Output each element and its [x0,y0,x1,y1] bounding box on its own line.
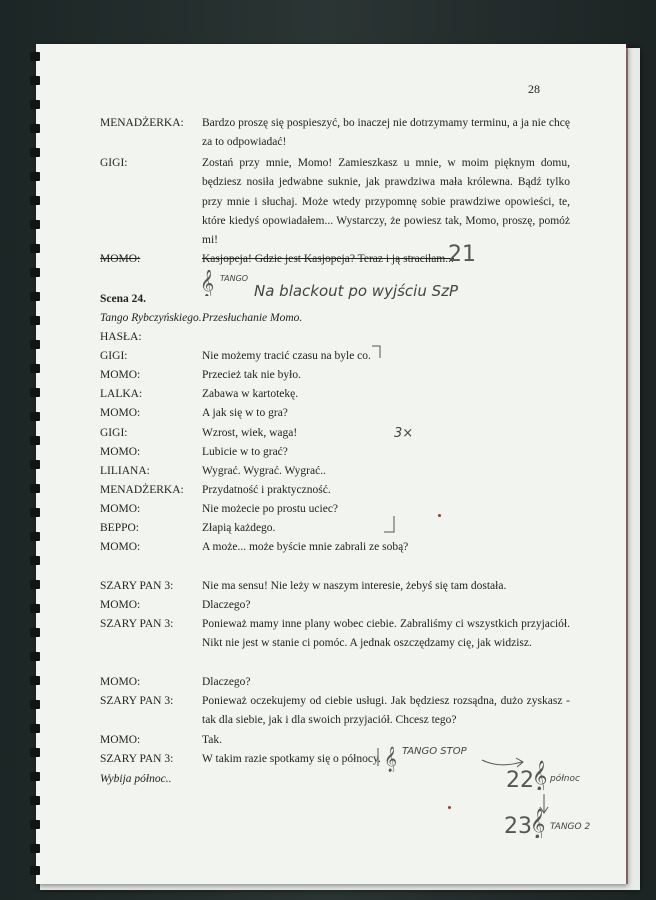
speaker-name: GIGI: [100,157,128,169]
tango-stop-note: TANGO STOP [402,746,467,757]
speaker-name: MOMO: [100,369,141,381]
stage-note: Wybija północ.. [100,773,172,785]
line-text: Tak. [202,734,222,746]
speaker-name: BEPPO: [100,522,139,534]
treble-clef-icon [530,808,550,838]
svg-text:𝄞: 𝄞 [532,761,548,790]
speaker-name: MOMO: [100,676,141,688]
speaker-name: MOMO: [100,407,141,419]
treble-clef-icon [200,270,220,296]
cue-number-23: 23 [504,814,532,839]
line-text: Lubicie w to grać? [202,446,288,458]
treble-clef-icon [374,744,404,772]
treble-clef-icon [532,760,552,790]
scene-title: Scena 24. [100,293,146,305]
speaker-name: GIGI: [100,427,128,439]
speaker-name: MOMO: [100,446,141,458]
line-text: Nie możemy tracić czasu na byle co. [202,350,371,362]
tango-note: TANGO [220,274,249,283]
bracket-mark [370,344,382,360]
speaker-name: MOMO: [100,541,141,553]
line-text: A jak się w to gra? [202,407,288,419]
line-text: Kasjopeja! Gdzie jest Kasjopeja? Teraz i ją straciłam... [202,253,454,265]
speaker-name: MOMO: [100,503,141,515]
speaker-name: MOMO: [100,253,141,265]
line-text: Złapią każdego. [202,522,276,534]
page-number: 28 [528,82,540,96]
line-text: Ponieważ mamy inne plany wobec ciebie. Zabraliśmy ci wszystkich przyjaciół. Nikt nie jest w stanie ci pomóc. A jednak oszczędzamy cię, jak widzisz. [202,618,570,650]
speaker-name: SZARY PAN 3: [100,580,174,592]
line-text: Przydatność i praktyczność. [202,484,331,496]
line-text: Dlaczego? [202,676,251,688]
svg-text:𝄞: 𝄞 [200,270,215,296]
line-text: Zostań przy mnie, Momo! Zamieszkasz u mnie, w moim pięknym domu, będziesz nosiła jedwabne suknie, jak prawdziwa mała królewna. Bądź tylko przy mnie i słuchaj. Może wtedy przypomnę sobie prawdziwe opowieści, te, które kiedyś opowiadałem... Wystarczy, że powiesz tak, Momo, proszę, pomóż mi! [202,157,570,247]
speaker-name: SZARY PAN 3: [100,618,174,630]
line-text: A może... może byście mnie zabrali ze sobą? [202,541,409,553]
scene-setting-right: Przesłuchanie Momo. [202,312,303,324]
bracket-mark [382,514,396,536]
speaker-name: GIGI: [100,350,128,362]
speaker-name: SZARY PAN 3: [100,695,174,707]
svg-text:𝄞: 𝄞 [530,809,546,838]
polnoc-note: północ [550,774,580,784]
line-text: Ponieważ oczekujemy od ciebie usługi. Jak będziesz rozsądna, dużo zyskasz - tak dla siebie, jak i dla swoich przyjaciół. Chcesz tego? [202,695,570,727]
comb-binding [30,44,44,884]
line-text: Przecież tak nie było. [202,369,301,381]
line-text: Nie ma sensu! Nie leży w naszym interesie, żebyś się tam dostała. [202,580,507,592]
speaker-name: MENADŻERKA: [100,484,184,496]
line-text: Wygrać. Wygrać. Wygrać.. [202,465,326,477]
cue-number-21: 21 [448,242,476,267]
speaker-name: LALKA: [100,388,143,400]
ink-dot [438,514,441,517]
speaker-name: HASŁA: [100,331,142,343]
speaker-name: MOMO: [100,734,141,746]
tango-2-note: TANGO 2 [550,822,591,832]
line-text: Bardzo proszę się pospieszyć, bo inaczej nie dotrzymamy terminu, a ja nie chcę za to odpowiadać! [202,117,570,149]
svg-text:𝄞: 𝄞 [384,747,398,772]
speaker-name: SZARY PAN 3: [100,753,174,765]
speaker-name: LILIANA: [100,465,150,477]
line-text: Wzrost, wiek, waga! [202,427,298,439]
line-text: Dlaczego? [202,599,251,611]
times-three-note: 3× [394,426,414,441]
speaker-name: MENADŻERKA: [100,117,184,129]
ink-dot [448,806,451,809]
scene-setting-left: Tango Rybczyńskiego. [100,312,202,324]
line-text: Zabawa w kartotekę. [202,388,299,400]
speaker-name: MOMO: [100,599,141,611]
blackout-note: Na blackout po wyjściu SzP [254,282,459,300]
line-text: W takim razie spotkamy się o północy. [202,753,381,765]
script-page [36,44,626,884]
line-text: Nie możecie po prostu uciec? [202,503,339,515]
cue-number-22: 22 [506,768,534,793]
